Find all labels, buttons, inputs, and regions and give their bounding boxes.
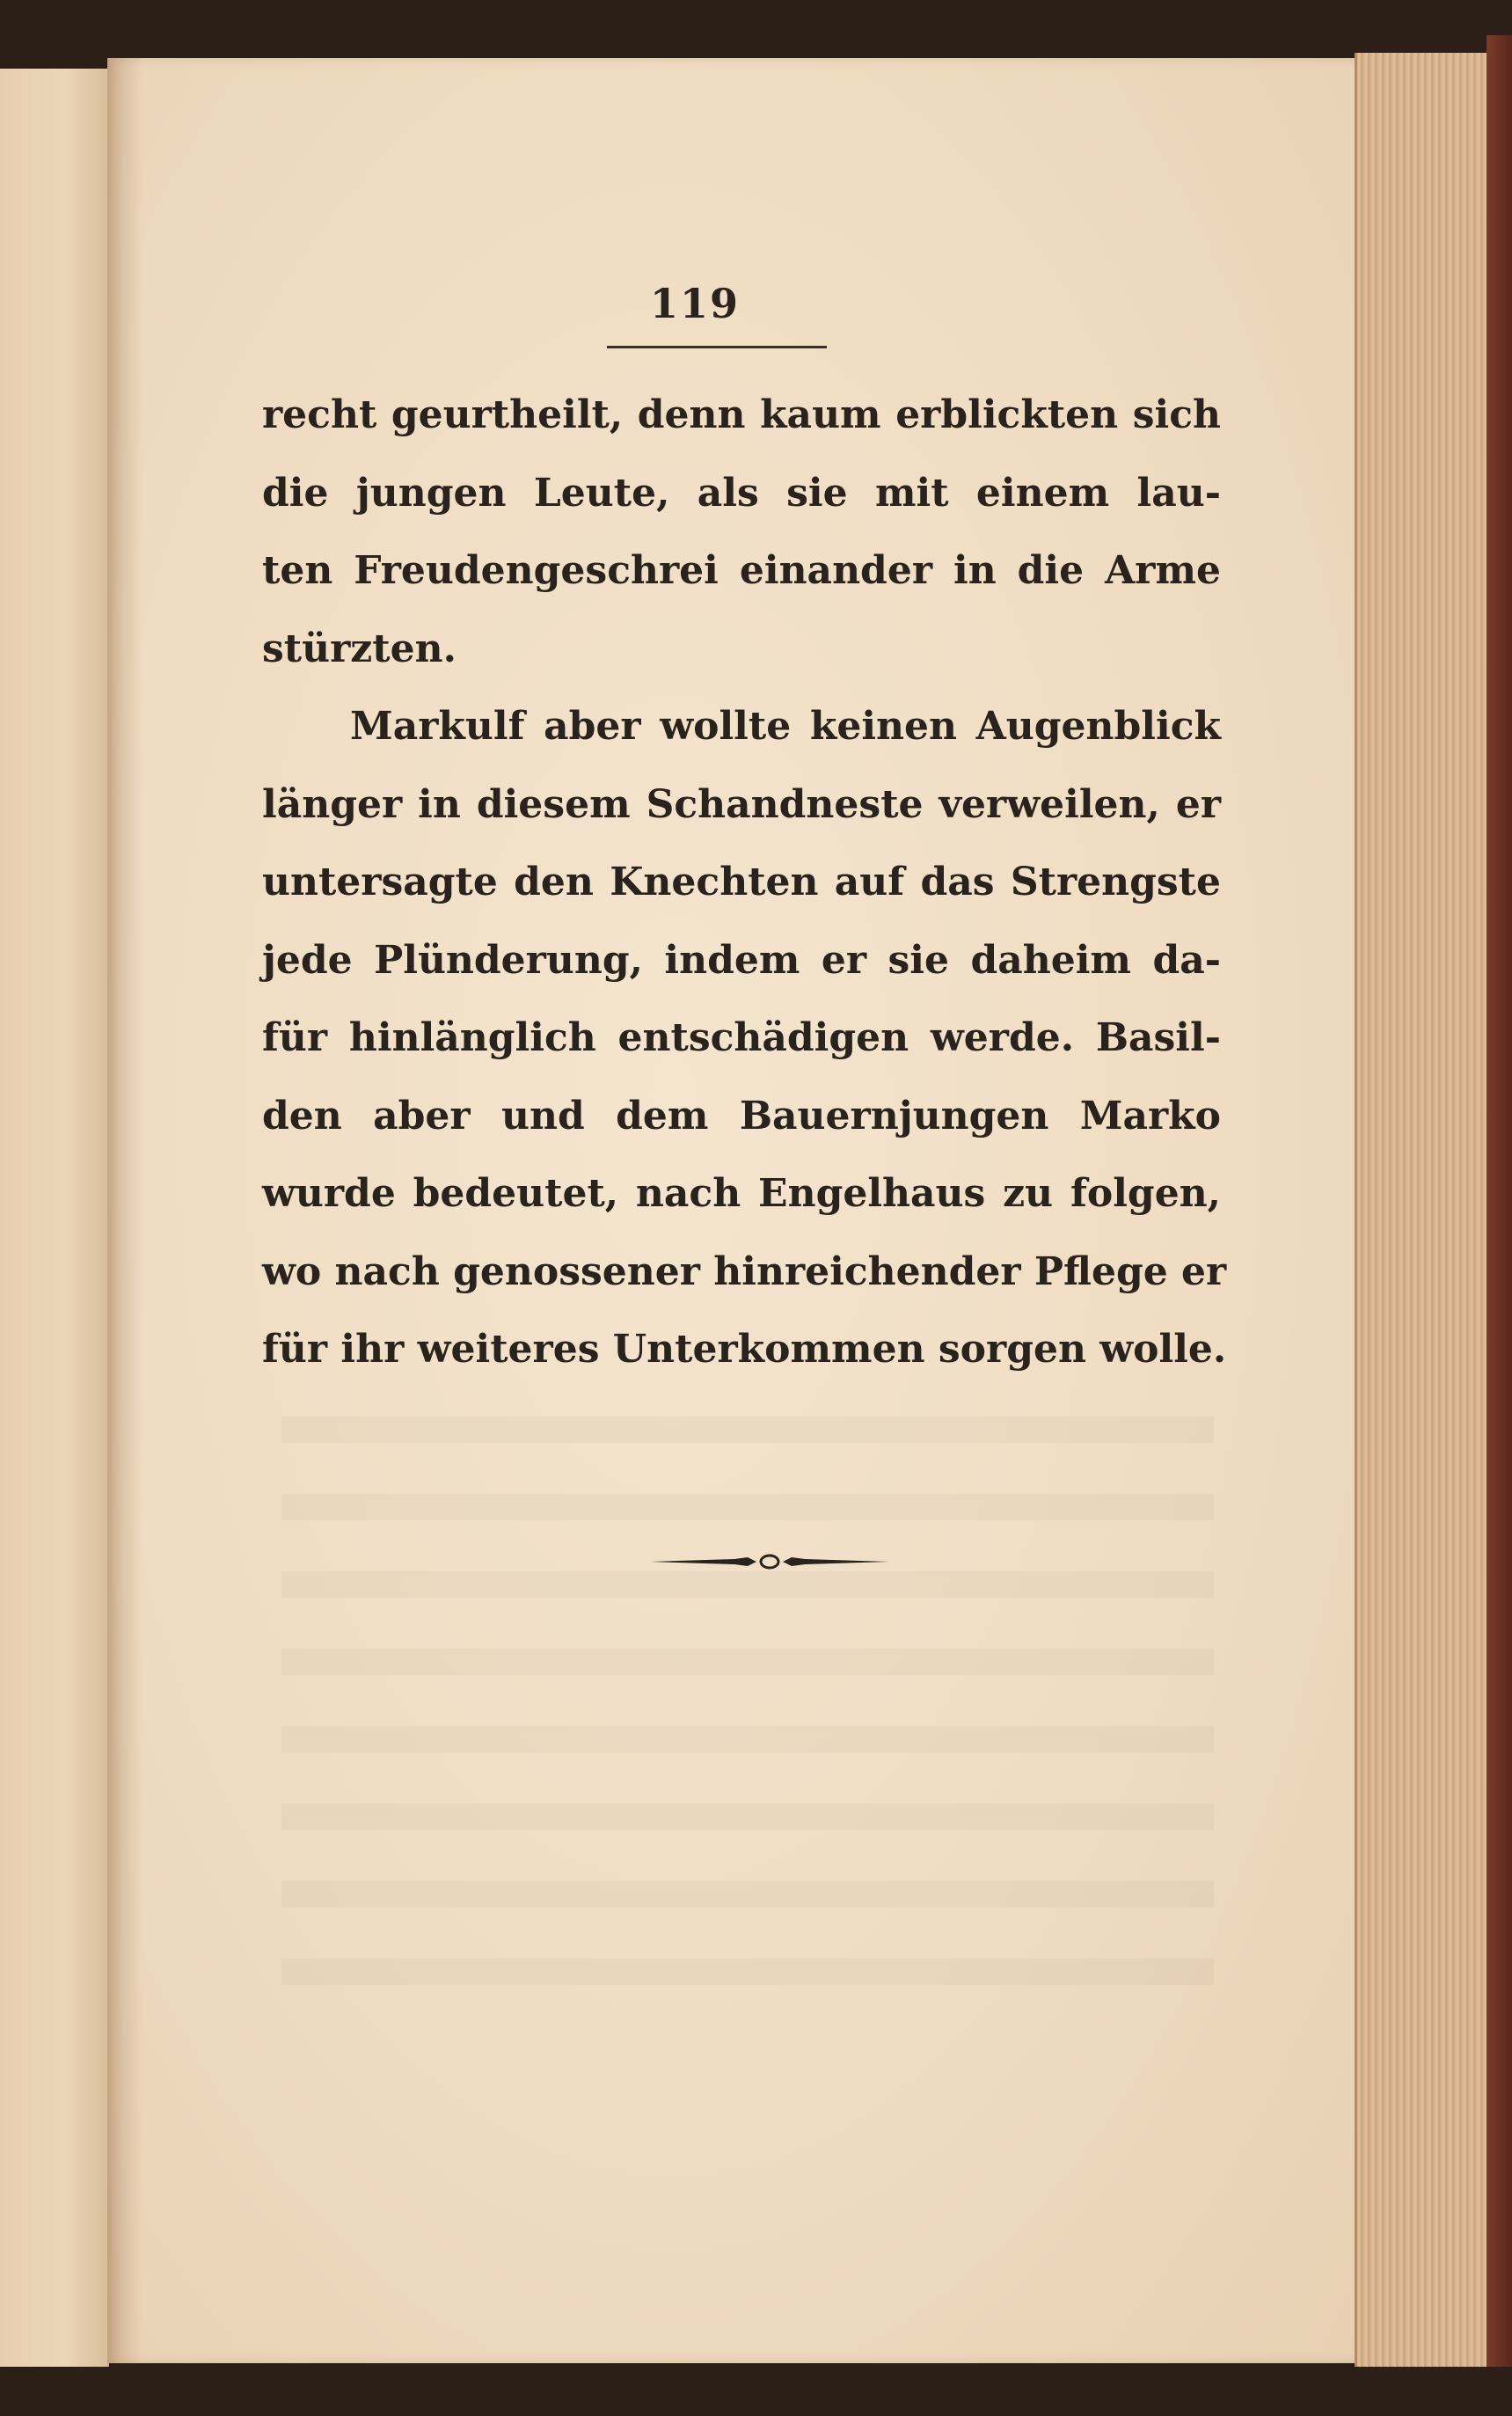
header-rule	[607, 346, 827, 348]
background-top	[0, 0, 1512, 62]
text-line: recht geurtheilt, denn kaum erblickten sich	[262, 392, 1221, 437]
text-line: länger in diesem Schandneste verweilen, er	[262, 781, 1221, 827]
text-line: Markulf aber wollte keinen Augenblick	[350, 704, 1221, 749]
page-gutter	[107, 58, 142, 2363]
book-cover-edge	[1486, 35, 1512, 2393]
text-line: untersagte den Knechten auf das Strengste	[262, 860, 1221, 904]
text-line: für hinlänglich entschädigen werde. Basil-	[262, 1015, 1221, 1060]
left-page-edge	[0, 69, 109, 2374]
page-number: 119	[649, 280, 741, 327]
text-line: ten Freudengeschrei einander in die Arme	[262, 548, 1221, 593]
text-line: wurde bedeutet, nach Engelhaus zu folgen,	[262, 1171, 1221, 1216]
text-line: stürzten.	[262, 626, 457, 671]
text-line: den aber und dem Bauernjungen Marko	[262, 1093, 1221, 1138]
text-line: jede Plünderung, indem er sie daheim da-	[262, 937, 1221, 983]
background-bottom	[0, 2367, 1512, 2416]
ornamental-divider-icon	[651, 1548, 888, 1575]
page-stack-edge	[1355, 53, 1489, 2376]
text-line: die jungen Leute, als sie mit einem lau-	[262, 470, 1221, 516]
text-line: für ihr weiteres Unterkommen sorgen wolle.	[262, 1327, 1227, 1372]
body-text	[262, 377, 1227, 1389]
text-line: wo nach genossener hinreichender Pflege er	[262, 1248, 1227, 1294]
